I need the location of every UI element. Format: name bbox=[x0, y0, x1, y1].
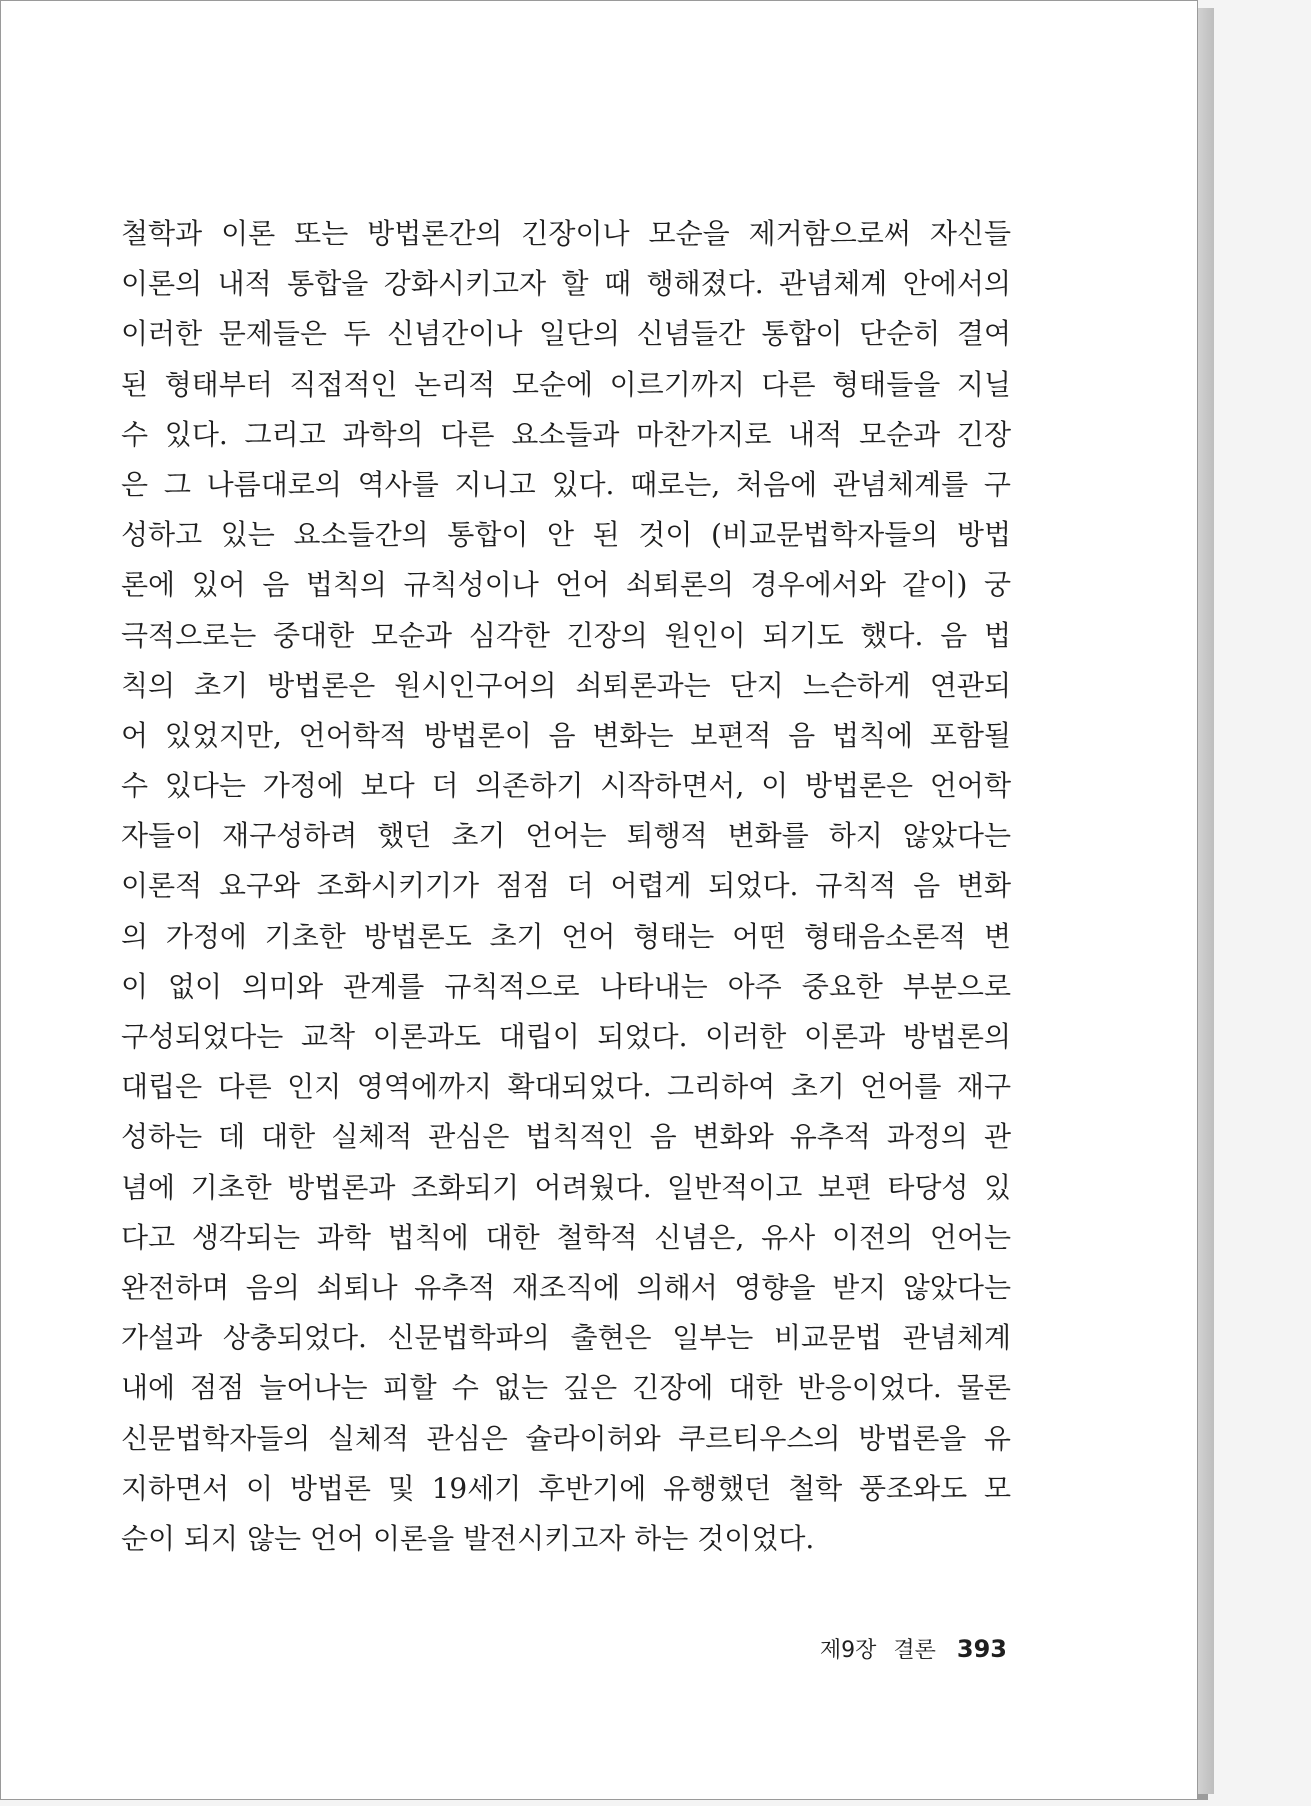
text-line: 이 없이 의미와 관계를 규칙적으로 나타내는 아주 중요한 부분으로 bbox=[121, 969, 1011, 1003]
text-line: 신문법학자들의 실체적 관심은 슐라이허와 쿠르티우스의 방법론을 유 bbox=[121, 1421, 1011, 1455]
text-line: 구성되었다는 교착 이론과도 대립이 되었다. 이러한 이론과 방법론의 bbox=[121, 1020, 1011, 1053]
text-line: 내에 점점 늘어나는 피할 수 없는 깊은 긴장에 대한 반응이었다. 물론 bbox=[121, 1371, 1011, 1405]
chapter-label: 제9장 bbox=[819, 1638, 877, 1663]
text-line: 칙의 초기 방법론은 원시인구어의 쇠퇴론과는 단지 느슨하게 연관되 bbox=[121, 668, 1011, 702]
text-line: 수 있다는 가정에 보다 더 의존하기 시작하면서, 이 방법론은 언어학 bbox=[121, 769, 1011, 803]
text-line: 이론적 요구와 조화시키기가 점점 더 어렵게 되었다. 규칙적 음 변화 bbox=[121, 869, 1011, 903]
text-line: 은 그 나름대로의 역사를 지니고 있다. 때로는, 처음에 관념체계를 구 bbox=[121, 467, 1011, 501]
text-line: 념에 기초한 방법론과 조화되기 어려웠다. 일반적이고 보편 타당성 있 bbox=[121, 1170, 1011, 1204]
text-line: 완전하며 음의 쇠퇴나 유추적 재조직에 의해서 영향을 받지 않았다는 bbox=[121, 1270, 1011, 1304]
text-line: 다고 생각되는 과학 법칙에 대한 철학적 신념은, 유사 이전의 언어는 bbox=[121, 1220, 1011, 1254]
running-footer bbox=[820, 1633, 1007, 1664]
page-number: 393 bbox=[956, 1635, 1007, 1663]
text-line: 론에 있어 음 법칙의 규칙성이나 언어 쇠퇴론의 경우에서와 같이) 궁 bbox=[121, 568, 1011, 602]
text-line: 철학과 이론 또는 방법론간의 긴장이나 모순을 제거함으로써 자신들 bbox=[121, 217, 1011, 250]
text-line: 성하는 데 대한 실체적 관심은 법칙적인 음 변화와 유추적 과정의 관 bbox=[121, 1120, 1011, 1154]
text-line: 수 있다. 그리고 과학의 다른 요소들과 마찬가지로 내적 모순과 긴장 bbox=[121, 417, 1011, 451]
text-line: 의 가정에 기초한 방법론도 초기 언어 형태는 어떤 형태음소론적 변 bbox=[121, 919, 1011, 953]
text-line: 이론의 내적 통합을 강화시키고자 할 때 행해졌다. 관념체계 안에서의 bbox=[121, 267, 1011, 301]
text-line: 순이 되지 않는 언어 이론을 발전시키고자 하는 것이었다. bbox=[121, 1521, 815, 1555]
text-line: 대립은 다른 인지 영역에까지 확대되었다. 그리하여 초기 언어를 재구 bbox=[121, 1070, 1011, 1104]
text-line: 자들이 재구성하려 했던 초기 언어는 퇴행적 변화를 하지 않았다는 bbox=[121, 819, 1011, 853]
text-line: 성하고 있는 요소들간의 통합이 안 된 것이 (비교문법학자들의 방법 bbox=[121, 518, 1011, 552]
text-line: 어 있었지만, 언어학적 방법론이 음 변화는 보편적 음 법칙에 포함될 bbox=[121, 718, 1011, 752]
text-line: 극적으로는 중대한 모순과 심각한 긴장의 원인이 되기도 했다. 음 법 bbox=[121, 618, 1011, 652]
section-label: 결론 bbox=[893, 1638, 936, 1663]
text-line: 된 형태부터 직접적인 논리적 모순에 이르기까지 다른 형태들을 지닐 bbox=[121, 367, 1011, 401]
body-paragraph bbox=[121, 209, 1011, 1564]
text-line: 가설과 상충되었다. 신문법학파의 출현은 일부는 비교문법 관념체계 bbox=[121, 1321, 1011, 1355]
text-line: 이러한 문제들은 두 신념간이나 일단의 신념들간 통합이 단순히 결여 bbox=[121, 317, 1011, 351]
text-line: 지하면서 이 방법론 및 19세기 후반기에 유행했던 철학 풍조와도 모 bbox=[121, 1471, 1011, 1505]
